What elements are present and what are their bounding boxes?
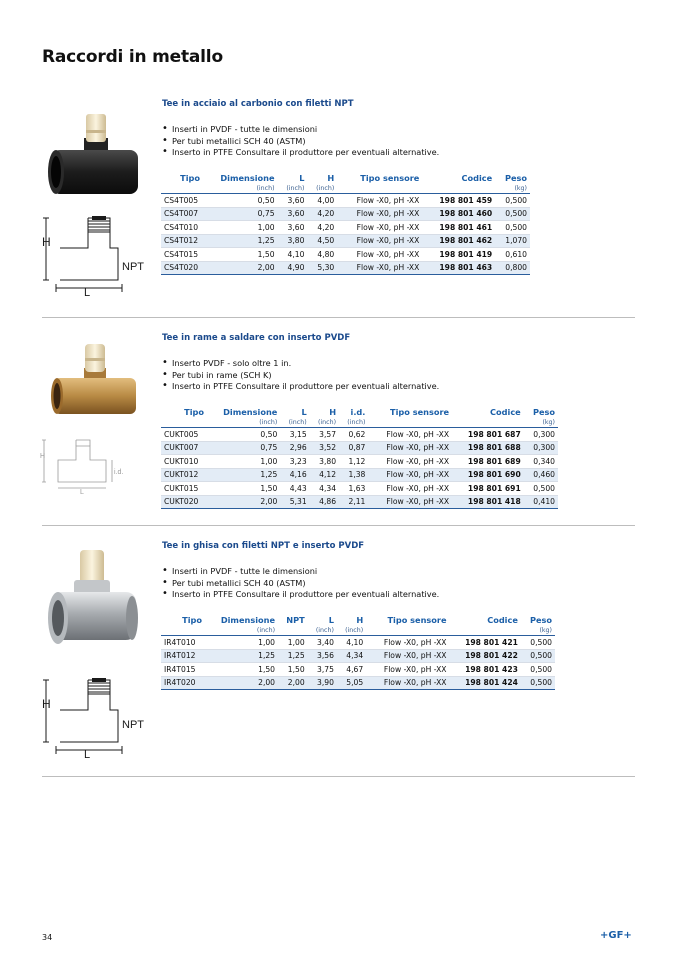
table-cell: 2,00: [278, 676, 308, 690]
table-cell: 2,11: [339, 495, 368, 509]
type-cell: CUKT007: [161, 441, 207, 455]
table-cell: Flow -X0, pH -XX: [368, 428, 452, 442]
table-cell: Flow -X0, pH -XX: [368, 441, 452, 455]
page-title: Raccordi in metallo: [42, 47, 223, 67]
table-cell: 2,00: [207, 495, 280, 509]
col-header: Peso: [529, 615, 552, 625]
copper-tee-photo: [46, 340, 142, 420]
type-cell: IR4T015: [161, 663, 205, 677]
table-cell: 3,80: [310, 455, 339, 469]
table-cell: 4,34: [337, 649, 366, 663]
unit-cell: [452, 418, 524, 428]
bullet-item: • Per tubi metallici SCH 40 (ASTM): [162, 136, 439, 148]
unit-cell: (kg): [521, 626, 555, 636]
table-cell: 0,300: [524, 441, 558, 455]
table-cell: 1,12: [339, 455, 368, 469]
code-cell: 198 801 691: [452, 482, 524, 496]
table-cell: 4,80: [307, 248, 337, 262]
table-row: [161, 248, 530, 262]
table-cell: 4,90: [278, 261, 308, 275]
col-header: Dimensione: [220, 615, 276, 625]
type-cell: CS4T010: [161, 221, 203, 235]
col-header: Peso: [532, 407, 555, 417]
type-cell: CS4T015: [161, 248, 203, 262]
table-cell: 0,300: [524, 428, 558, 442]
drawing-label-side: NPT: [122, 261, 144, 273]
table-cell: 3,90: [308, 676, 337, 690]
table-cell: Flow -X0, pH -XX: [337, 207, 422, 221]
col-header: Codice: [487, 615, 518, 625]
table-cell: 5,30: [307, 261, 337, 275]
col-header: Tipo sensore: [387, 615, 447, 625]
unit-cell: (inch): [337, 626, 366, 636]
table-cell: 1,25: [278, 649, 308, 663]
col-header: Tipo: [180, 173, 200, 183]
table-cell: 5,31: [280, 495, 309, 509]
table-cell: Flow -X0, pH -XX: [366, 649, 449, 663]
unit-cell: (inch): [207, 418, 280, 428]
table-cell: 1,50: [278, 663, 308, 677]
table-cell: 1,38: [339, 468, 368, 482]
table-cell: 0,500: [521, 636, 555, 650]
col-header: i.d.: [350, 407, 366, 417]
section-divider: [42, 525, 635, 526]
bullet-item: • Inserto in PTFE Consultare il produttore per eventuali alternative.: [162, 381, 439, 393]
table-row: [161, 234, 530, 248]
table-row: [161, 441, 558, 455]
code-cell: 198 801 463: [422, 261, 495, 275]
col-header: Tipo: [182, 615, 202, 625]
table-cell: 0,460: [524, 468, 558, 482]
col-header: Dimensione: [220, 173, 275, 183]
drawing-label-h: H: [42, 235, 51, 249]
table-cell: 2,00: [203, 261, 278, 275]
code-cell: 198 801 461: [422, 221, 495, 235]
table-cell: 0,340: [524, 455, 558, 469]
code-cell: 198 801 462: [422, 234, 495, 248]
table-cell: 3,40: [308, 636, 337, 650]
table-cell: Flow -X0, pH -XX: [368, 482, 452, 496]
code-cell: 198 801 418: [452, 495, 524, 509]
table-cell: 1,63: [339, 482, 368, 496]
table-cell: 0,75: [207, 441, 280, 455]
section-divider: [42, 317, 635, 318]
drawing-label-h: H: [40, 453, 46, 460]
type-cell: IR4T020: [161, 676, 205, 690]
table-cell: 4,20: [307, 207, 337, 221]
spec-table-carbon-steel: [161, 172, 530, 275]
table-cell: Flow -X0, pH -XX: [337, 194, 422, 208]
unit-cell: (inch): [308, 626, 337, 636]
table-row: [161, 482, 558, 496]
cast-iron-tee-photo: [44, 546, 144, 656]
table-cell: 4,50: [307, 234, 337, 248]
table-cell: 4,67: [337, 663, 366, 677]
code-cell: 198 801 690: [452, 468, 524, 482]
col-header: L: [299, 173, 305, 183]
col-header: L: [301, 407, 307, 417]
table-cell: 0,610: [495, 248, 530, 262]
section-bullets: [162, 358, 439, 393]
code-cell: 198 801 422: [450, 649, 521, 663]
table-cell: Flow -X0, pH -XX: [368, 468, 452, 482]
table-cell: 5,05: [337, 676, 366, 690]
table-cell: 0,500: [495, 194, 530, 208]
table-cell: 0,50: [203, 194, 278, 208]
table-cell: 3,56: [308, 649, 337, 663]
table-cell: 0,62: [339, 428, 368, 442]
unit-cell: [278, 626, 308, 636]
table-cell: 4,10: [278, 248, 308, 262]
table-cell: 0,800: [495, 261, 530, 275]
unit-cell: [161, 184, 203, 194]
code-cell: 198 801 688: [452, 441, 524, 455]
type-cell: IR4T012: [161, 649, 205, 663]
table-cell: Flow -X0, pH -XX: [366, 663, 449, 677]
bullet-item: • Inserti in PVDF - tutte le dimensioni: [162, 124, 439, 136]
bullet-item: • Inserti in PVDF - tutte le dimensioni: [162, 566, 439, 578]
table-cell: 3,60: [278, 221, 308, 235]
table-cell: 3,60: [278, 207, 308, 221]
table-cell: 0,500: [521, 663, 555, 677]
table-cell: 3,57: [310, 428, 339, 442]
table-row: [161, 455, 558, 469]
table-cell: 0,500: [521, 676, 555, 690]
unit-cell: (inch): [307, 184, 337, 194]
section-title: Tee in ghisa con filetti NPT e inserto PVDF: [162, 541, 365, 551]
table-cell: Flow -X0, pH -XX: [368, 495, 452, 509]
code-cell: 198 801 459: [422, 194, 495, 208]
section-divider: [42, 776, 635, 777]
table-row: [161, 468, 558, 482]
col-header: H: [356, 615, 364, 625]
table-row: [161, 221, 530, 235]
table-row: [161, 207, 530, 221]
table-cell: 1,50: [207, 482, 280, 496]
table-cell: 0,87: [339, 441, 368, 455]
bullet-item: • Inserto PVDF - solo oltre 1 in.: [162, 358, 439, 370]
carbon-steel-tee-photo: [46, 108, 142, 204]
table-cell: Flow -X0, pH -XX: [366, 636, 449, 650]
unit-cell: (kg): [495, 184, 530, 194]
table-cell: Flow -X0, pH -XX: [337, 221, 422, 235]
table-cell: 0,500: [495, 207, 530, 221]
type-cell: CUKT005: [161, 428, 207, 442]
drawing-label-l: L: [80, 489, 84, 494]
code-cell: 198 801 689: [452, 455, 524, 469]
section-bullets: [162, 124, 439, 159]
type-cell: CUKT010: [161, 455, 207, 469]
bullet-item: • Per tubi in rame (SCH K): [162, 370, 439, 382]
col-header: Dimensione: [223, 407, 278, 417]
table-cell: Flow -X0, pH -XX: [337, 234, 422, 248]
drawing-label-h: H: [42, 697, 51, 711]
col-header: Peso: [504, 173, 527, 183]
bullet-item: • Per tubi metallici SCH 40 (ASTM): [162, 578, 439, 590]
type-cell: CUKT020: [161, 495, 207, 509]
table-row: [161, 194, 530, 208]
gf-logo: +GF+: [600, 930, 632, 941]
unit-cell: (inch): [278, 184, 308, 194]
section-title: Tee in rame a saldare con inserto PVDF: [162, 333, 351, 343]
table-cell: Flow -X0, pH -XX: [337, 261, 422, 275]
cast-iron-tee-drawing: [42, 668, 152, 760]
type-cell: CS4T007: [161, 207, 203, 221]
col-header: Codice: [490, 407, 521, 417]
type-cell: CUKT015: [161, 482, 207, 496]
col-header: Tipo: [184, 407, 204, 417]
table-cell: 3,23: [280, 455, 309, 469]
table-cell: 1,25: [203, 234, 278, 248]
table-cell: 1,25: [205, 649, 278, 663]
copper-tee-drawing: [40, 434, 130, 494]
type-cell: CS4T020: [161, 261, 203, 275]
table-row: [161, 649, 555, 663]
table-cell: 4,10: [337, 636, 366, 650]
unit-cell: (inch): [205, 626, 278, 636]
unit-cell: [422, 184, 495, 194]
table-cell: 3,52: [310, 441, 339, 455]
unit-cell: [366, 626, 449, 636]
code-cell: 198 801 424: [450, 676, 521, 690]
col-header: Tipo sensore: [390, 407, 450, 417]
table-row: [161, 261, 530, 275]
table-row: [161, 676, 555, 690]
spec-table-copper: [161, 406, 558, 509]
table-cell: 0,50: [207, 428, 280, 442]
col-header: NPT: [286, 615, 305, 625]
table-cell: 4,34: [310, 482, 339, 496]
page-number: 34: [42, 933, 53, 942]
table-cell: 1,50: [205, 663, 278, 677]
table-cell: 3,15: [280, 428, 309, 442]
code-cell: 198 801 460: [422, 207, 495, 221]
drawing-label-l: L: [84, 287, 91, 298]
table-cell: 4,16: [280, 468, 309, 482]
drawing-label-l: L: [84, 749, 91, 760]
table-cell: 4,12: [310, 468, 339, 482]
drawing-label-side: i.d.: [114, 469, 124, 476]
table-cell: 1,00: [203, 221, 278, 235]
unit-cell: [368, 418, 452, 428]
col-header: Tipo sensore: [360, 173, 420, 183]
unit-cell: (inch): [203, 184, 278, 194]
table-cell: 1,00: [207, 455, 280, 469]
code-cell: 198 801 687: [452, 428, 524, 442]
code-cell: 198 801 423: [450, 663, 521, 677]
table-cell: Flow -X0, pH -XX: [366, 676, 449, 690]
table-cell: 0,410: [524, 495, 558, 509]
table-cell: 0,500: [495, 221, 530, 235]
table-cell: 4,00: [307, 194, 337, 208]
col-header: L: [328, 615, 334, 625]
type-cell: IR4T010: [161, 636, 205, 650]
table-cell: 4,43: [280, 482, 309, 496]
carbon-steel-tee-drawing: [42, 208, 152, 298]
table-cell: 3,80: [278, 234, 308, 248]
unit-cell: [337, 184, 422, 194]
table-row: [161, 663, 555, 677]
section-title: Tee in acciaio al carbonio con filetti NPT: [162, 99, 354, 109]
unit-cell: [161, 626, 205, 636]
table-cell: 2,96: [280, 441, 309, 455]
table-cell: 3,75: [308, 663, 337, 677]
table-cell: 3,60: [278, 194, 308, 208]
table-cell: 4,86: [310, 495, 339, 509]
table-cell: 1,00: [205, 636, 278, 650]
table-cell: 1,25: [207, 468, 280, 482]
table-row: [161, 636, 555, 650]
code-cell: 198 801 419: [422, 248, 495, 262]
bullet-item: • Inserto in PTFE Consultare il produttore per eventuali alternative.: [162, 147, 439, 159]
col-header: Codice: [461, 173, 493, 183]
unit-cell: (inch): [280, 418, 309, 428]
table-cell: 1,50: [203, 248, 278, 262]
unit-cell: [161, 418, 207, 428]
table-cell: 0,500: [524, 482, 558, 496]
type-cell: CUKT012: [161, 468, 207, 482]
bullet-item: • Inserto in PTFE Consultare il produttore per eventuali alternative.: [162, 589, 439, 601]
drawing-label-side: NPT: [122, 719, 144, 731]
table-cell: 1,00: [278, 636, 308, 650]
table-cell: 1,070: [495, 234, 530, 248]
table-cell: Flow -X0, pH -XX: [368, 455, 452, 469]
type-cell: CS4T005: [161, 194, 203, 208]
table-cell: 0,75: [203, 207, 278, 221]
section-bullets: [162, 566, 439, 601]
code-cell: 198 801 421: [450, 636, 521, 650]
table-row: [161, 495, 558, 509]
table-cell: Flow -X0, pH -XX: [337, 248, 422, 262]
table-cell: 2,00: [205, 676, 278, 690]
unit-cell: (inch): [310, 418, 339, 428]
unit-cell: (inch): [339, 418, 368, 428]
table-cell: 0,500: [521, 649, 555, 663]
col-header: H: [327, 173, 335, 183]
unit-cell: (kg): [524, 418, 558, 428]
spec-table-cast-iron: [161, 614, 555, 690]
table-cell: 4,20: [307, 221, 337, 235]
unit-cell: [450, 626, 521, 636]
col-header: H: [329, 407, 337, 417]
type-cell: CS4T012: [161, 234, 203, 248]
table-row: [161, 428, 558, 442]
